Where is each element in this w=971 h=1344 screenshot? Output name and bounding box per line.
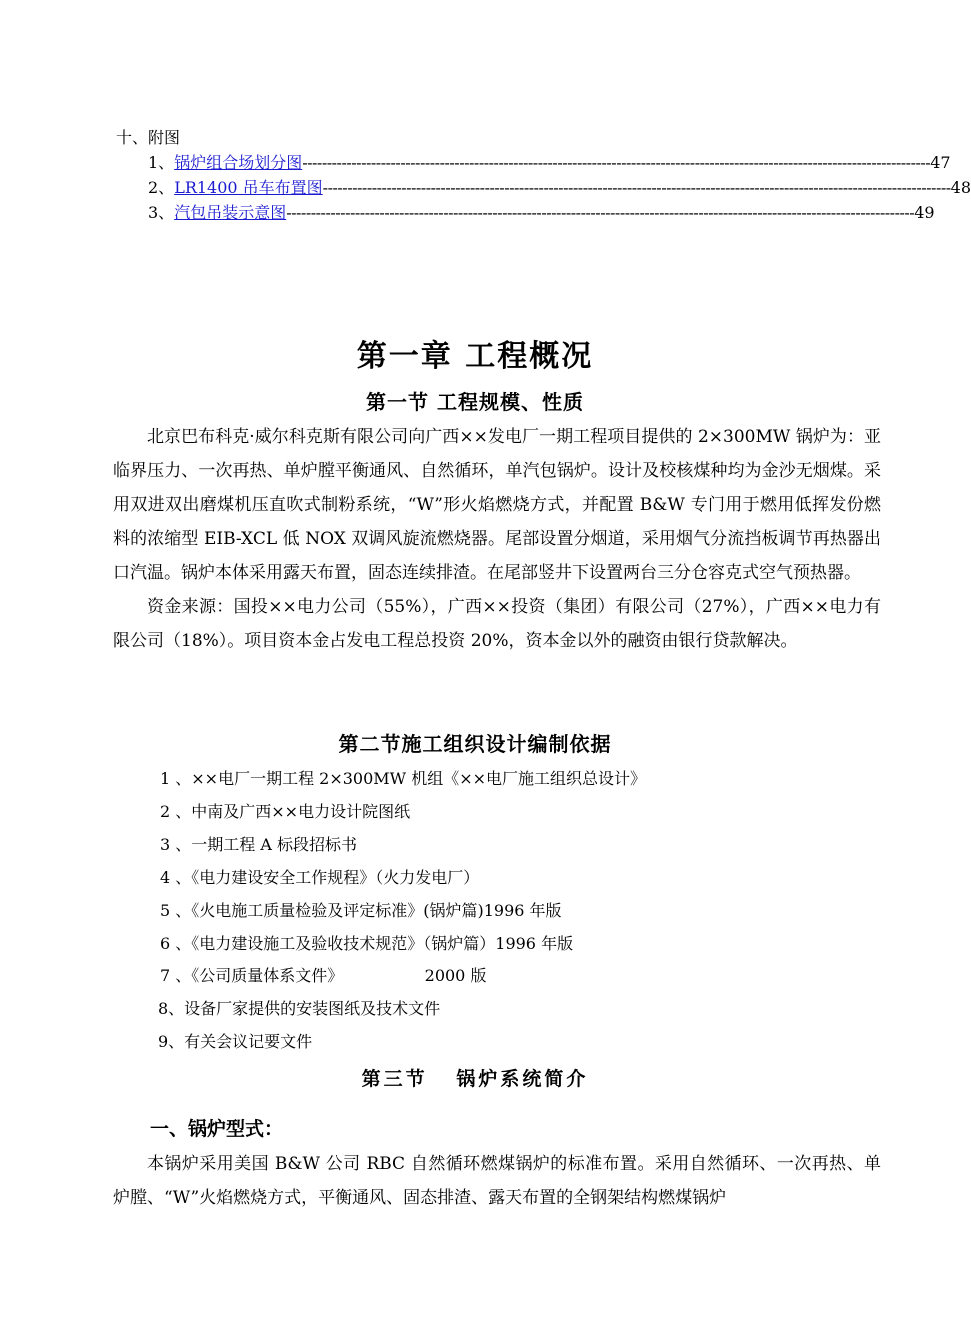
section-1-paragraph: 资金来源：国投××电力公司（55%），广西××投资（集团）有限公司（27%），广西××电力有限公司（18%）。项目资本金占发电工程总投资 20%，资本金以外的融资由银行贷款解决。 xyxy=(113,597,881,651)
basis-list-item: 8、设备厂家提供的安装图纸及技术文件 xyxy=(158,999,441,1018)
toc-link-boiler-site-division[interactable]: 锅炉组合场划分图 xyxy=(174,153,303,172)
toc-entry xyxy=(148,153,951,173)
basis-list-item: 7 、《公司质量体系文件》 2000 版 xyxy=(160,966,487,985)
toc-heading: 十、附图 xyxy=(116,128,181,147)
toc-entry-number: 2、 xyxy=(148,178,175,197)
basis-list-item: 2 、中南及广西××电力设计院图纸 xyxy=(160,802,411,821)
section-1-paragraph: 北京巴布科克·威尔科克斯有限公司向广西××发电厂一期工程项目提供的 2×300MW 锅炉为：亚临界压力、一次再热、单炉膛平衡通风、自然循环，单汽包锅炉。设计及校核煤种均为金沙无烟煤。采用双进双出磨煤机压直吹式制粉系统，“W”形火焰燃烧方式，并配置 B&W 专门用于燃用低挥发份燃料的浓缩型 EIB-XCL 低 NOX 双调风旋流燃烧器。尾部设置分烟道，采用烟气分流挡板调节再热器出口汽温。锅炉本体采用露天布置，固态连续排渣。在尾部竖井下设置两台三分仓容克式空气预热器。 xyxy=(113,427,881,583)
toc-entry-number: 1、 xyxy=(148,153,175,172)
toc-page-number: 48 xyxy=(950,178,971,197)
section-3-title: 第三节 锅炉系统简介 xyxy=(361,1068,589,1090)
section-3-body xyxy=(113,1147,881,1215)
subsection-heading: 一、锅炉型式： xyxy=(150,1118,284,1140)
section-1-body xyxy=(113,420,881,658)
basis-list-item: 9、有关会议记要文件 xyxy=(158,1032,313,1051)
section-3-paragraph: 本锅炉采用美国 B&W 公司 RBC 自然循环燃煤锅炉的标准布置。采用自然循环、一次再热、单炉膛、“W”火焰燃烧方式，平衡通风、固态排渣、露天布置的全钢架结构燃煤锅炉 xyxy=(113,1154,881,1208)
toc-entry xyxy=(148,178,971,198)
section-1-title: 第一节 工程规模、性质 xyxy=(366,390,584,414)
toc-entry-number: 3、 xyxy=(148,203,175,222)
toc-link-crane-layout[interactable]: LR1400 吊车布置图 xyxy=(174,178,323,197)
section-2-title: 第二节施工组织设计编制依据 xyxy=(338,732,612,756)
toc-leader-dots: -------------------------------------------------------------------------------------------------------------------------------- xyxy=(302,153,931,172)
toc-entry xyxy=(148,203,935,223)
basis-list-item: 3 、一期工程 A 标段招标书 xyxy=(160,835,357,854)
toc-leader-dots: -------------------------------------------------------------------------------------------------------------------------------- xyxy=(286,203,915,222)
toc-link-drum-lifting[interactable]: 汽包吊装示意图 xyxy=(174,203,287,222)
toc-leader-dots: -------------------------------------------------------------------------------------------------------------------------------- xyxy=(322,178,951,197)
basis-list-item: 6 、《电力建设施工及验收技术规范》（锅炉篇）1996 年版 xyxy=(160,934,574,953)
basis-list-item: 5 、《火电施工质量检验及评定标准》(锅炉篇)1996 年版 xyxy=(160,901,562,920)
basis-list-item: 4 、《电力建设安全工作规程》（火力发电厂） xyxy=(160,868,480,887)
toc-page-number: 49 xyxy=(914,203,935,222)
chapter-title: 第一章 工程概况 xyxy=(356,339,594,374)
toc-page-number: 47 xyxy=(930,153,951,172)
basis-list-item: 1 、××电厂一期工程 2×300MW 机组《××电厂施工组织总设计》 xyxy=(160,769,647,788)
